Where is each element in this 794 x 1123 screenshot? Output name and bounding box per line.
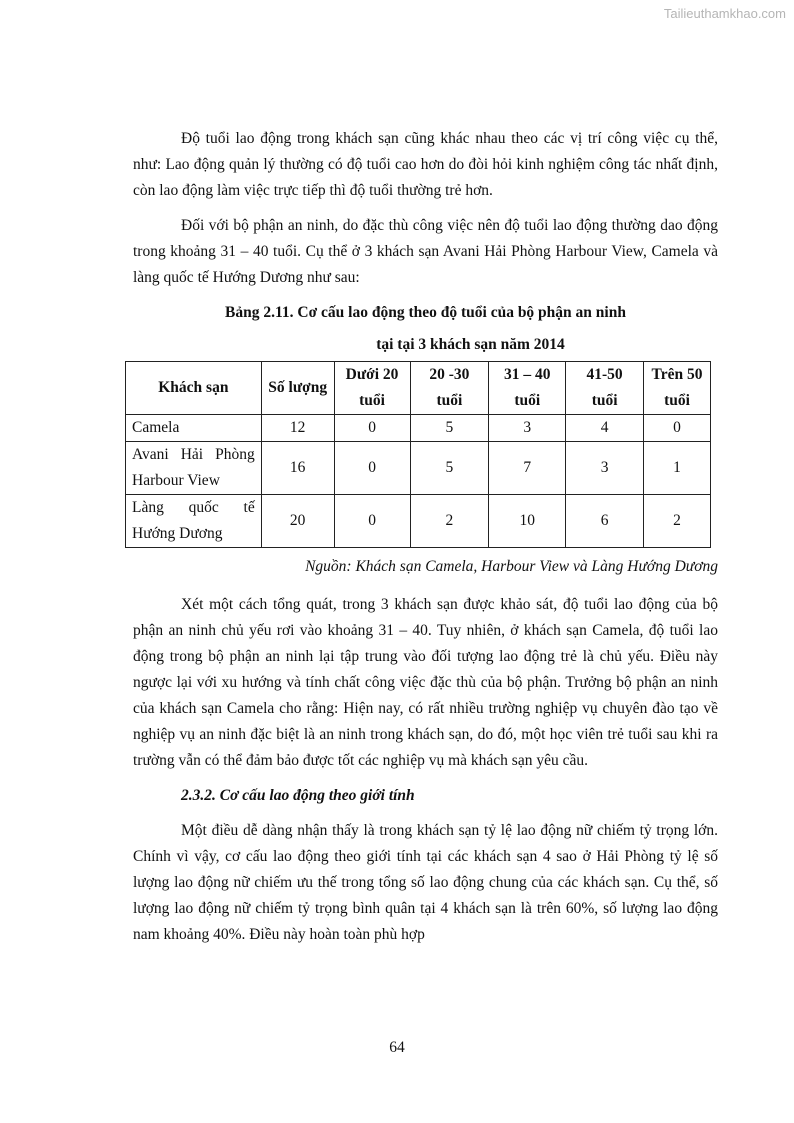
paragraph-3: Xét một cách tổng quát, trong 3 khách sạn được khảo sát, độ tuổi lao động của bộ phận an ninh chủ yếu rơi vào khoảng 31 – 40. Tuy nhiên, ở khách sạn Camela, độ tuổi lao động trong bộ phận an ninh lại tập trung vào đối tượng lao động trẻ là chủ yếu. Điều này ngược lại với xu hướng và tính chất công việc đặc thù của bộ phận. Trưởng bộ phận an ninh của khách sạn Camela cho rằng: Hiện nay, có rất nhiều trường nghiệp vụ chuyên đào tạo về nghiệp vụ an ninh đặc biệt là an ninh trong khách sạn, do đó, một học viên trẻ tuổi sau khi ra trường vẫn có thể đảm bảo được tốt các nghiệp vụ mà khách sạn yêu cầu. [133,596,718,769]
cell-value: 20 [261,495,334,548]
watermark: Tailieuthamkhao.com [663,6,786,21]
cell-value: 10 [489,495,566,548]
cell-value: 16 [261,442,334,495]
header-quantity: Số lượng [261,362,334,415]
cell-value: 0 [334,442,410,495]
paragraph-2: Đối với bộ phận an ninh, do đặc thù công việc nên độ tuổi lao động thường dao động trong khoảng 31 – 40 tuổi. Cụ thể ở 3 khách sạn Avani Hải Phòng Harbour View, Camela và làng quốc tế Hướng Dương như sau: [133,217,718,286]
cell-value: 5 [410,442,489,495]
cell-value: 3 [566,442,644,495]
cell-value: 3 [489,415,566,442]
header-over-50: Trên 50 tuổi [644,362,711,415]
cell-hotel-name: Camela [126,415,262,442]
table-row [126,415,711,442]
section-heading: 2.3.2. Cơ cấu lao động theo giới tính [181,787,415,804]
cell-value: 7 [489,442,566,495]
cell-value: 12 [261,415,334,442]
paragraph-4: Một điều dễ dàng nhận thấy là trong khách sạn tỷ lệ lao động nữ chiếm tỷ trọng lớn. Chính vì vậy, cơ cấu lao động theo giới tính tại các khách sạn 4 sao ở Hải Phòng tỷ lệ số lượng lao động nữ chiếm ưu thế trong tổng số lao động chung của các khách sạn. Cụ thể, số lượng lao động nữ chiếm tỷ trọng bình quân tại 4 khách sạn là trên 60%, số lượng lao động nam khoảng 40%. Điều này hoàn toàn phù hợp [133,822,718,943]
cell-value: 2 [410,495,489,548]
table-row [126,442,711,495]
cell-value: 4 [566,415,644,442]
page-content [133,126,718,957]
cell-value: 5 [410,415,489,442]
header-41-50: 41-50 tuổi [566,362,644,415]
cell-value: 6 [566,495,644,548]
source-note: Nguồn: Khách sạn Camela, Harbour View và Làng Hướng Dương [305,558,718,575]
paragraph-1: Độ tuổi lao động trong khách sạn cũng khác nhau theo các vị trí công việc cụ thể, như: Lao động quản lý thường có độ tuổi cao hơn do đòi hỏi kinh nghiệm công tác nhất định, còn lao động làm việc trực tiếp thì độ tuổi thường trẻ hơn. [133,130,718,199]
table-header-row [126,362,711,415]
cell-value: 0 [644,415,711,442]
header-under-20: Dưới 20 tuổi [334,362,410,415]
table-row [126,495,711,548]
header-31-40: 31 – 40 tuổi [489,362,566,415]
age-structure-table [125,361,711,548]
table-caption-line1: Bảng 2.11. Cơ cấu lao động theo độ tuổi của bộ phận an ninh [225,304,626,321]
cell-value: 1 [644,442,711,495]
cell-value: 2 [644,495,711,548]
page-number: 64 [389,1039,405,1056]
cell-value: 0 [334,495,410,548]
cell-value: 0 [334,415,410,442]
table-caption-line2: tại tại 3 khách sạn năm 2014 [376,336,565,353]
cell-hotel-name: Avani Hải Phòng Harbour View [126,442,262,495]
header-hotel: Khách sạn [126,362,262,415]
cell-hotel-name: Làng quốc tế Hướng Dương [126,495,262,548]
header-20-30: 20 -30 tuổi [410,362,489,415]
